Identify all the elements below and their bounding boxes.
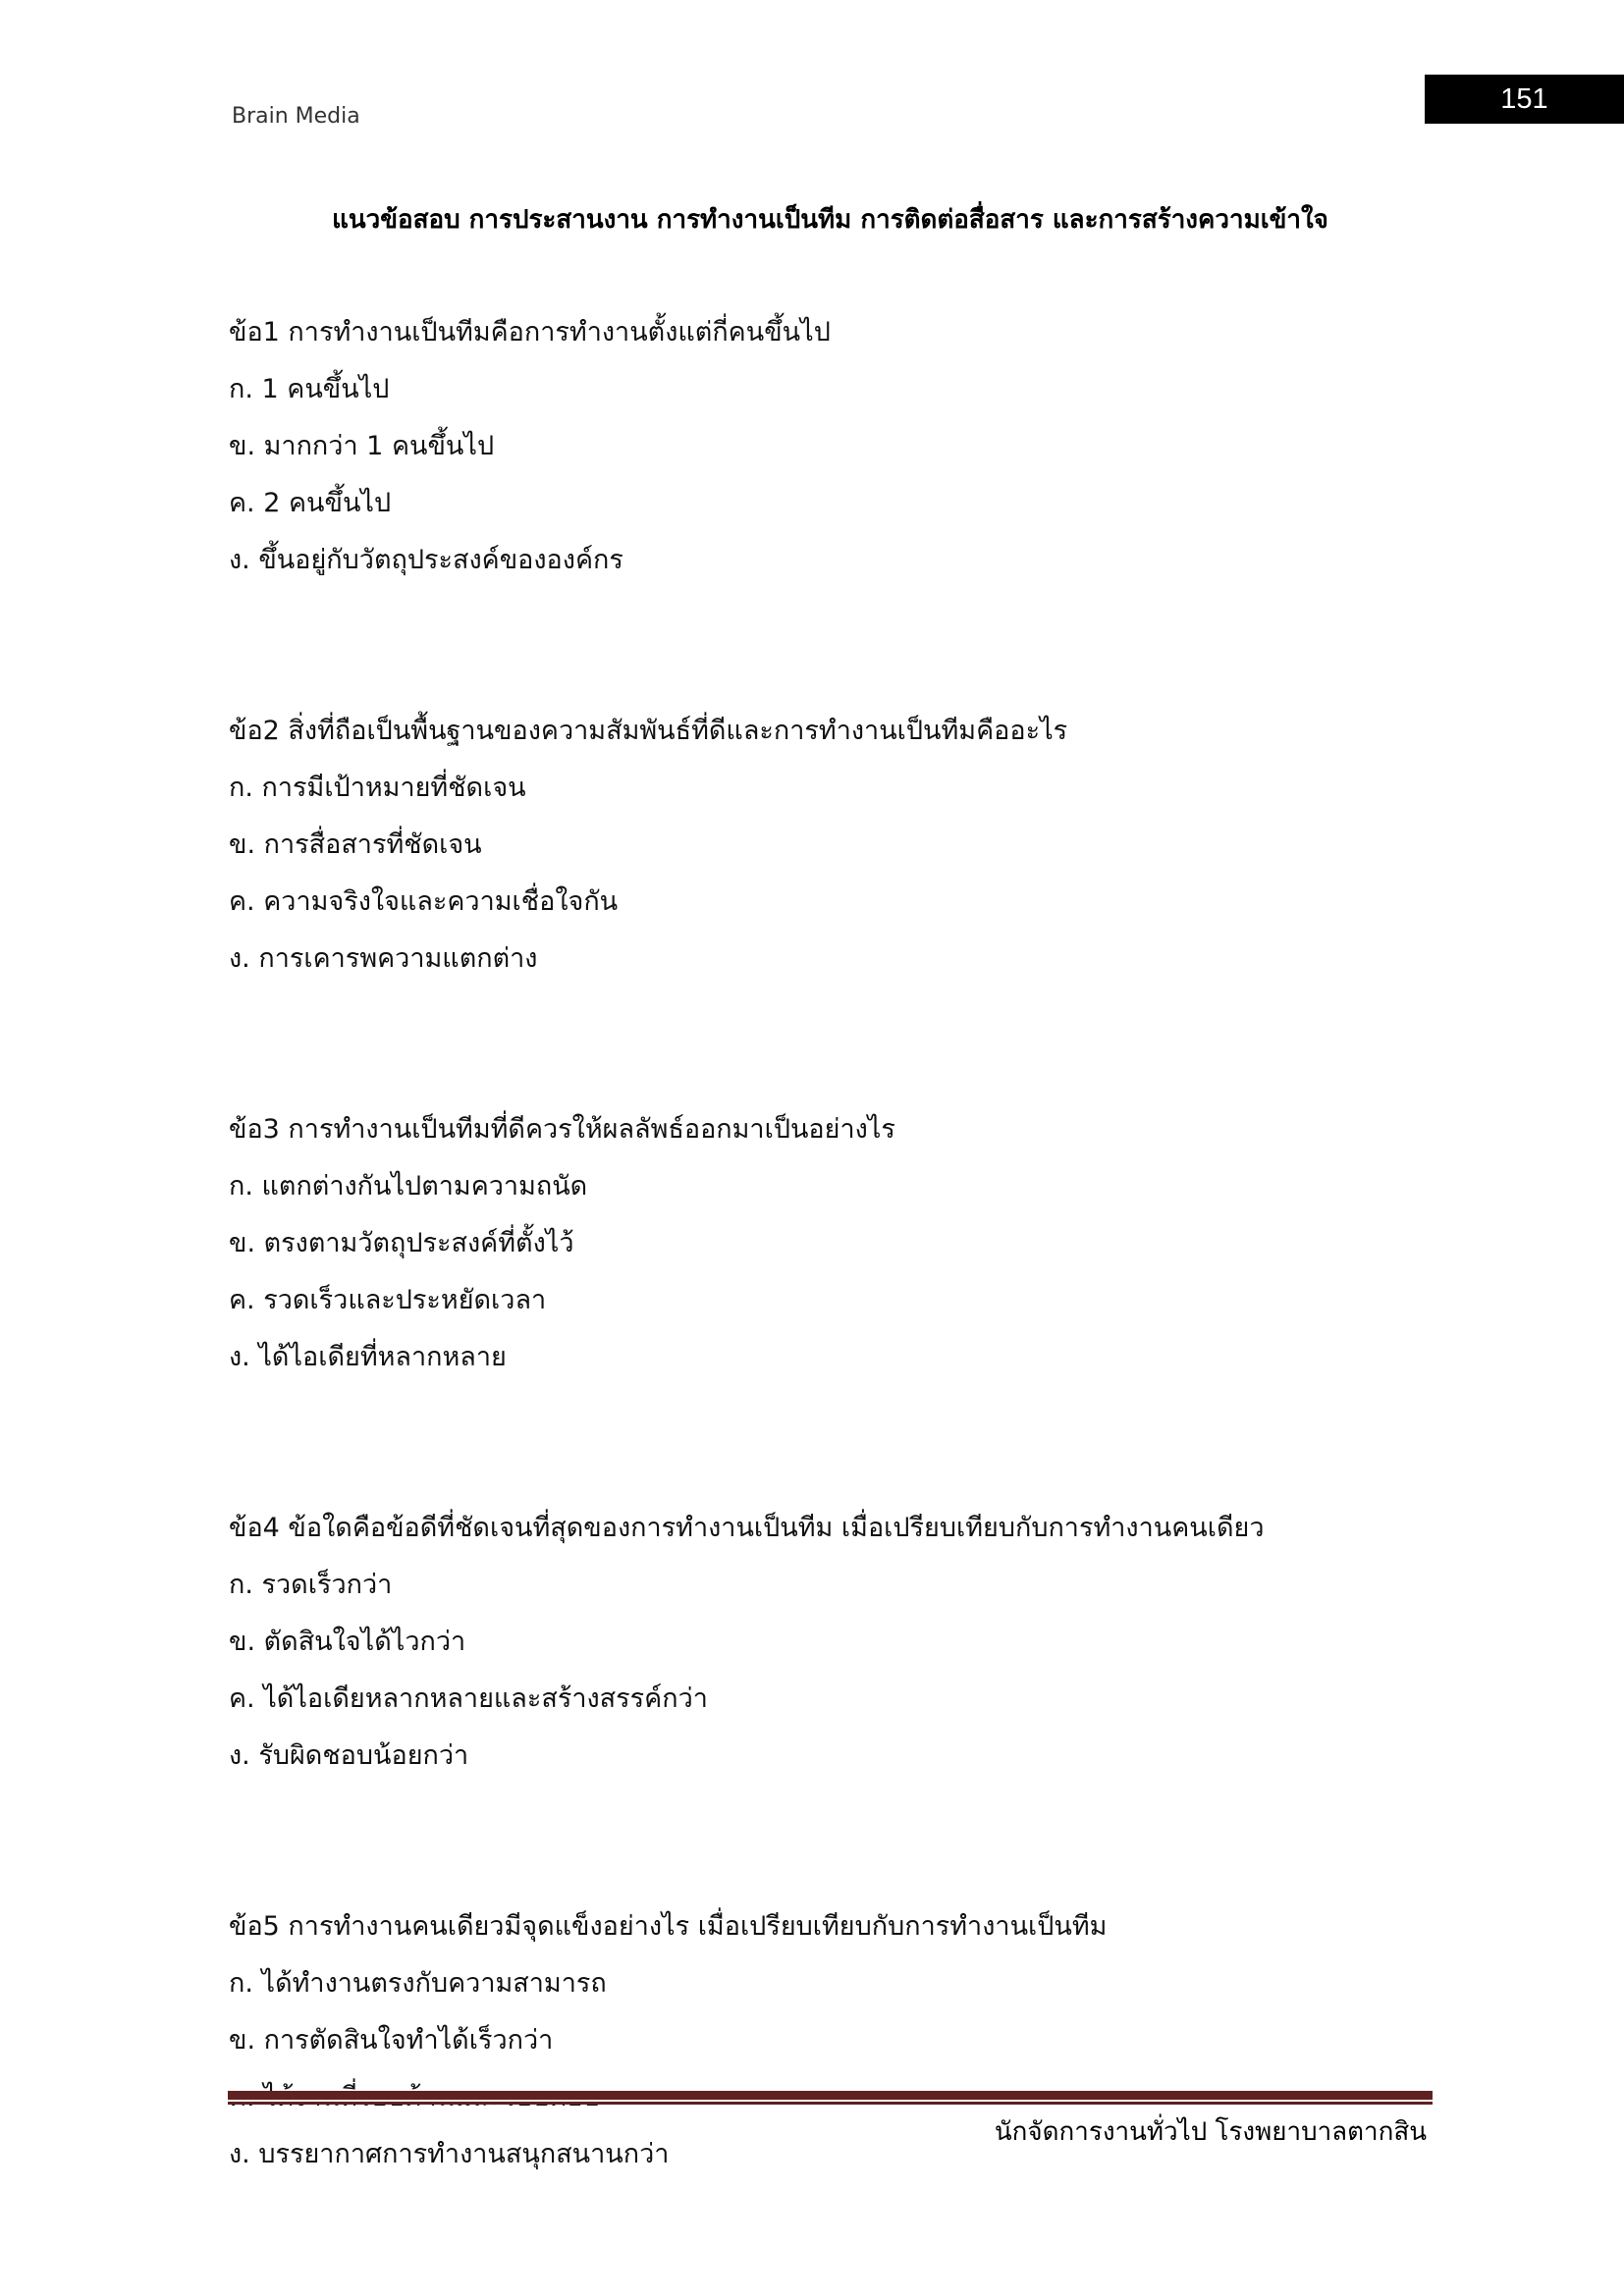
footer-text: นักจัดการงานทั่วไป โรงพยาบาลตากสิน xyxy=(994,2117,1427,2147)
question-3 xyxy=(229,1101,1427,1386)
option-d: ง. รับผิดชอบน้อยกว่า xyxy=(229,1740,469,1771)
page-number-badge xyxy=(1425,75,1624,124)
option-d: ง. ขึ้นอยู่กับวัตถุประสงค์ขององค์กร xyxy=(229,545,623,575)
question-list xyxy=(229,304,1427,2183)
option-c: ค. 2 คนขึ้นไป xyxy=(229,488,392,518)
option-d: ง. ได้ไอเดียที่หลากหลาย xyxy=(229,1342,507,1372)
page-number: 151 xyxy=(1500,83,1548,115)
option-b: ข. ตรงตามวัตถุประสงค์ที่ตั้งไว้ xyxy=(229,1228,574,1258)
option-c: ค. รวดเร็วและประหยัดเวลา xyxy=(229,1285,547,1315)
footer-divider-thin xyxy=(228,2102,1433,2105)
option-b: ข. มากกว่า 1 คนขึ้นไป xyxy=(229,431,495,461)
question-prompt: ข้อ5 การทำงานคนเดียวมีจุดแข็งอย่างไร เมื่อเปรียบเทียบกับการทำงานเป็นทีม xyxy=(229,1911,1108,1942)
option-c: ค. ได้ไอเดียหลากหลายและสร้างสรรค์กว่า xyxy=(229,1683,708,1714)
question-4 xyxy=(229,1500,1427,1785)
option-b: ข. การสื่อสารที่ชัดเจน xyxy=(229,829,482,860)
option-a: ก. แตกต่างกันไปตามความถนัด xyxy=(229,1171,588,1201)
question-1 xyxy=(229,304,1427,589)
question-prompt: ข้อ1 การทำงานเป็นทีมคือการทำงานตั้งแต่กี่คนขึ้นไป xyxy=(229,317,831,347)
option-a: ก. ได้ทำงานตรงกับความสามารถ xyxy=(229,1968,607,1999)
option-d: ง. การเคารพความแตกต่าง xyxy=(229,943,538,974)
question-2 xyxy=(229,703,1427,988)
question-prompt: ข้อ2 สิ่งที่ถือเป็นพื้นฐานของความสัมพันธ์ที่ดีและการทำงานเป็นทีมคืออะไร xyxy=(229,716,1068,746)
option-b: ข. ตัดสินใจได้ไวกว่า xyxy=(229,1627,466,1657)
document-title: แนวข้อสอบ การประสานงาน การทำงานเป็นทีม การติดต่อสื่อสาร และการสร้างความเข้าใจ xyxy=(332,205,1328,235)
option-a: ก. การมีเป้าหมายที่ชัดเจน xyxy=(229,773,526,803)
question-prompt: ข้อ4 ข้อใดคือข้อดีที่ชัดเจนที่สุดของการทำงานเป็นทีม เมื่อเปรียบเทียบกับการทำงานคนเดียว xyxy=(229,1513,1265,1543)
footer-divider xyxy=(228,2091,1433,2105)
question-prompt: ข้อ3 การทำงานเป็นทีมที่ดีควรให้ผลลัพธ์ออกมาเป็นอย่างไร xyxy=(229,1114,895,1145)
option-a: ก. รวดเร็วกว่า xyxy=(229,1570,393,1600)
option-b: ข. การตัดสินใจทำได้เร็วกว่า xyxy=(229,2025,554,2056)
option-d: ง. บรรยากาศการทำงานสนุกสนานกว่า xyxy=(229,2139,670,2169)
option-a: ก. 1 คนขึ้นไป xyxy=(229,374,390,404)
header-brand: Brain Media xyxy=(232,104,360,129)
option-c: ค. ความจริงใจและความเชื่อใจกัน xyxy=(229,886,619,917)
footer-divider-thick xyxy=(228,2091,1433,2100)
